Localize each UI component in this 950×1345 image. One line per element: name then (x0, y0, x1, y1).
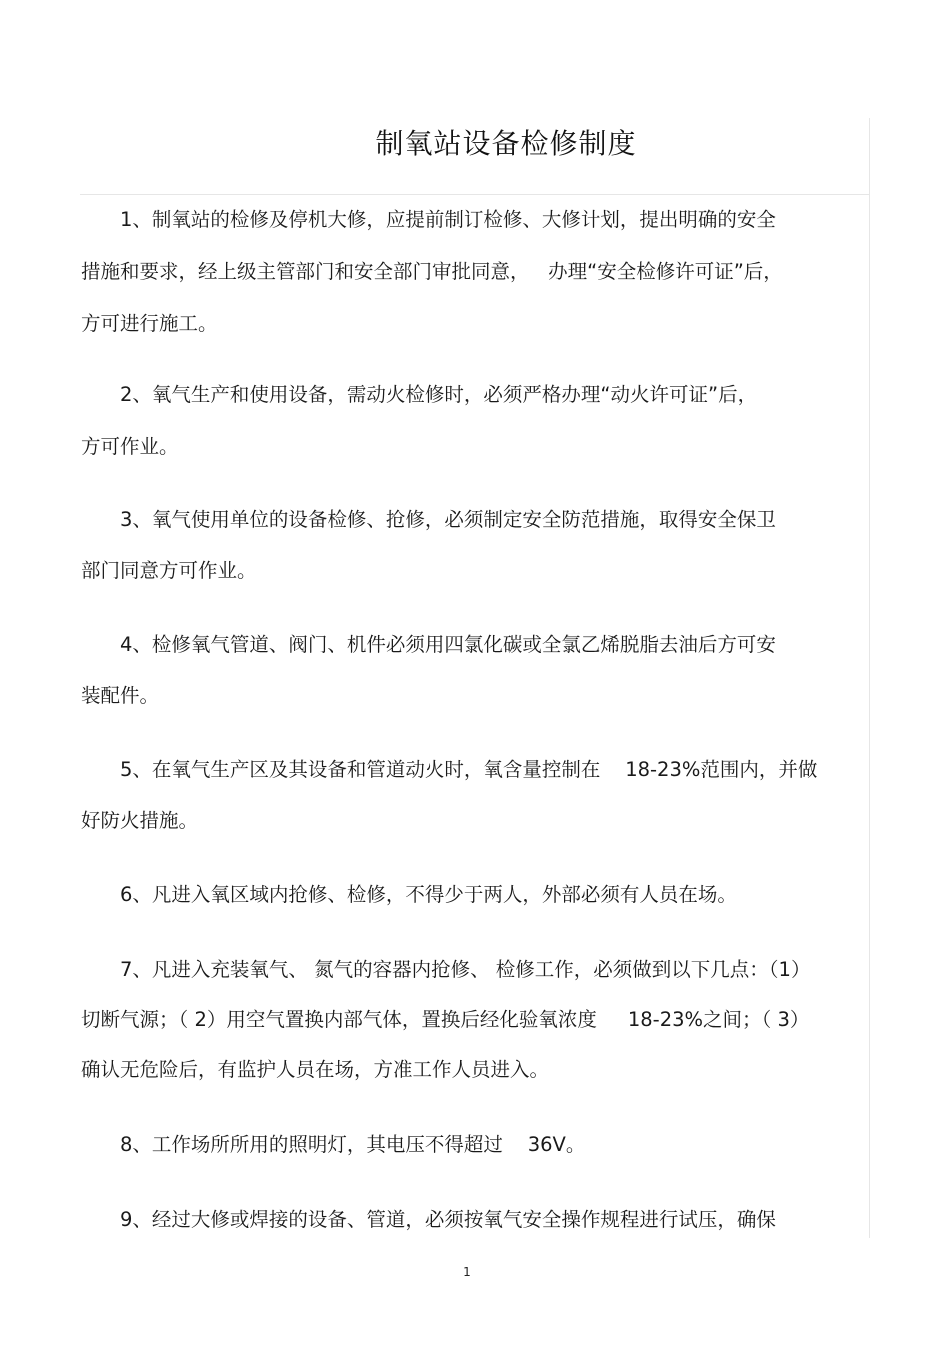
clause-7-line-3: 确认无危险后，有监护人员在场，方准工作人员进入。 (81, 1058, 550, 1081)
clause-4-line-2: 装配件。 (81, 684, 160, 707)
clause-1-line-2: 措施和要求，经上级主管部门和安全部门审批同意， 办理“安全检修许可证”后， (81, 260, 783, 283)
clause-6-line-1: 6、凡进入氧区域内抢修、检修，不得少于两人，外部必须有人员在场。 (120, 883, 737, 906)
clause-2-line-2: 方可作业。 (81, 435, 179, 458)
clause-4-line-1: 4、检修氧气管道、阀门、机件必须用四氯化碳或全氯乙烯脱脂去油后方可安 (120, 633, 776, 656)
clause-1-line-3: 方可进行施工。 (81, 312, 218, 335)
clause-7-line-1: 7、凡进入充装氧气、 氮气的容器内抢修、 检修工作，必须做到以下几点：（1） (120, 958, 811, 981)
page-right-rule (869, 118, 870, 1238)
clause-3-line-1: 3、氧气使用单位的设备检修、抢修，必须制定安全防范措施，取得安全保卫 (120, 508, 776, 531)
clause-9-line-1: 9、经过大修或焊接的设备、管道，必须按氧气安全操作规程进行试压，确保 (120, 1208, 776, 1231)
clause-8-line-1: 8、工作场所所用的照明灯，其电压不得超过 36V。 (120, 1133, 586, 1156)
clause-5-line-1: 5、在氧气生产区及其设备和管道动火时，氧含量控制在 18-23%范围内，并做 (120, 758, 818, 781)
document-title: 制氧站设备检修制度 (375, 127, 637, 160)
clause-7-line-2: 切断气源；（ 2）用空气置换内部气体，置换后经化验氧浓度 18-23%之间；（ 3） (81, 1008, 810, 1031)
clause-1-line-1: 1、制氧站的检修及停机大修，应提前制订检修、大修计划，提出明确的安全 (120, 208, 776, 231)
clause-2-line-1: 2、氧气生产和使用设备，需动火检修时，必须严格办理“动火许可证”后， (120, 383, 758, 406)
page-top-rule (80, 194, 870, 195)
clause-5-line-2: 好防火措施。 (81, 809, 199, 832)
page-number: 1 (463, 1265, 471, 1279)
clause-3-line-2: 部门同意方可作业。 (81, 559, 257, 582)
